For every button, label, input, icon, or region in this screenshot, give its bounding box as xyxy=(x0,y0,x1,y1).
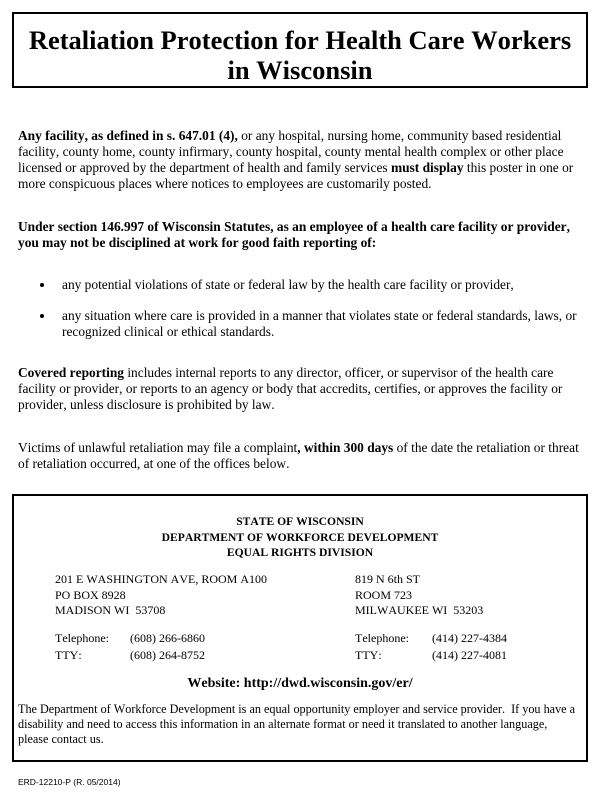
address-line: ROOM 723 xyxy=(355,587,413,602)
complaint-text: Victims of unlawful retaliation may file a complaint xyxy=(18,440,298,455)
covered-reporting-text: includes internal reports to any director, officer, or supervisor of the health care facility or provider, or reports to an agency or body that accredits, certifies, or approves the facility or provider, unless disclosure is prohibited by law. xyxy=(18,365,563,412)
equal-opportunity-statement: The Department of Workforce Development is an equal opportunity employer and service provider. If you have a disability and need to access this information in an alternate format or need it translated to another language, please contact us. xyxy=(18,702,579,746)
telephone-row xyxy=(55,630,295,647)
bullet-marker xyxy=(40,314,44,318)
telephone-label: Telephone: xyxy=(55,631,109,645)
reportable-items-list xyxy=(62,277,586,337)
covered-reporting-term: Covered reporting xyxy=(18,365,124,380)
website-label: Website: xyxy=(187,676,241,691)
tty-row xyxy=(55,647,295,664)
office-contact-box xyxy=(12,494,588,762)
title-line-2: in Wisconsin xyxy=(227,55,373,85)
tty-label: TTY: xyxy=(55,647,82,662)
title-box xyxy=(12,12,588,88)
address-line: MADISON WI 53708 xyxy=(55,603,166,617)
bullet-marker xyxy=(40,283,44,287)
milwaukee-office xyxy=(355,572,595,664)
display-requirement-text-end: this poster in one or more conspicuous places where notices to employees are customarily posted. xyxy=(18,160,574,191)
office-heading-department: DEPARTMENT OF WORKFORCE DEVELOPMENT xyxy=(161,530,439,544)
office-heading xyxy=(14,514,586,561)
office-heading-division: EQUAL RIGHTS DIVISION xyxy=(226,546,374,559)
tty-number: (414) 227-4081 xyxy=(432,647,507,662)
reportable-item-text: any situation where care is provided in a manner that violates state or federal standards, laws, or recognized clinical or ethical standards. xyxy=(62,308,577,339)
complaint-paragraph xyxy=(18,440,586,472)
tty-row xyxy=(355,647,595,664)
telephone-number: (414) 227-4384 xyxy=(432,631,507,645)
reportable-item xyxy=(62,277,586,293)
complaint-text-end: of the date the retaliation or threat of retaliation occurred, at one of the offices below. xyxy=(18,440,579,471)
address-line: 819 N 6th ST xyxy=(355,572,421,586)
website-url: http://dwd.wisconsin.gov/er/ xyxy=(243,676,413,691)
office-heading-state: STATE OF WISCONSIN xyxy=(236,515,364,528)
address-line: MILWAUKEE WI 53203 xyxy=(355,603,484,617)
reportable-item-text: any potential violations of state or federal law by the health care facility or provider, xyxy=(62,277,514,292)
address-line: PO BOX 8928 xyxy=(55,587,126,602)
title-line-1: Retaliation Protection for Health Care Workers xyxy=(28,25,572,55)
tty-number: (608) 264-8752 xyxy=(130,647,205,662)
protection-statement: Under section 146.997 of Wisconsin Statutes, as an employee of a health care facility or provider, you may not be disciplined at work for good faith reporting of: xyxy=(18,219,570,250)
covered-reporting-paragraph xyxy=(18,365,586,413)
tty-label: TTY: xyxy=(355,647,382,662)
telephone-number: (608) 266-6860 xyxy=(130,631,205,645)
madison-office xyxy=(55,572,295,664)
website-line xyxy=(14,675,586,692)
telephone-row xyxy=(355,630,595,647)
complaint-deadline-emphasis: , within 300 days xyxy=(297,440,394,455)
reportable-item xyxy=(62,308,586,339)
form-number: ERD-12210-P (R. 05/2014) xyxy=(18,777,121,787)
display-requirement-text: or any hospital, nursing home, community based residential facility, county home, county infirmary, county hospital, county mental health complex or other place licensed or approved by the department of health and family services xyxy=(18,128,564,175)
display-requirement-bold-lead: Any facility, as defined in s. 647.01 (4), xyxy=(18,128,238,143)
telephone-label: Telephone: xyxy=(355,631,409,645)
display-requirement-paragraph xyxy=(18,128,586,192)
must-display-emphasis: must display xyxy=(390,160,464,175)
address-line: 201 E WASHINGTON AVE, ROOM A100 xyxy=(55,572,267,586)
